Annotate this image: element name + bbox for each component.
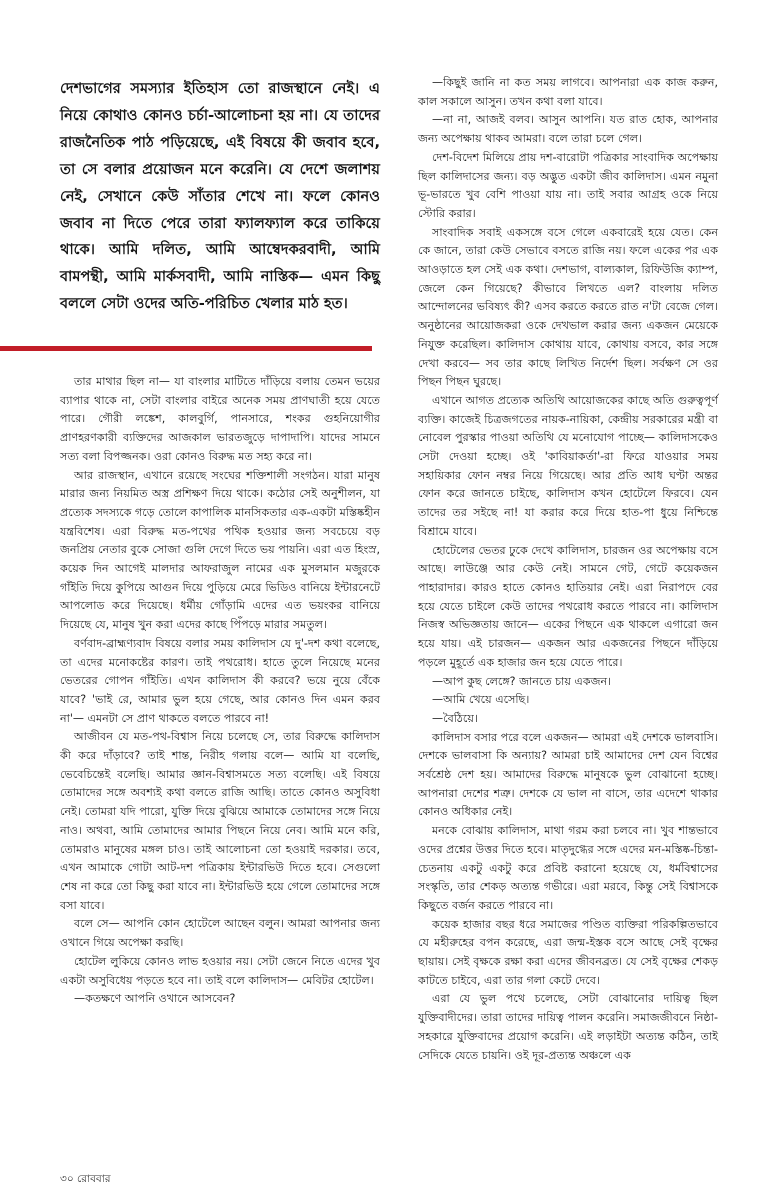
paragraph: কয়েক হাজার বছর ধরে সমাজের পণ্ডিত ব্যক্তিরা পরিকল্পিতভাবে যে মহীরুহের বপন করেছে, এরা জন্ম-ইস্তক বসে আছে সেই বৃক্ষের ছায়ায়। সেই বৃক্ষকে রক্ষা করা এদের জীবনব্রত। যে সেই বৃক্ষের শেকড় কাটতে চাইবে, এরা তার গলা কেটে দেবে। [418,917,718,987]
paragraph: হোটেল লুকিয়ে কোনও লাভ হওয়ার নয়। সেটা জেনে নিতে এদের খুব একটা অসুবিধেয় পড়তে হবে না। তাই বলে কালিদাস— মেবিটর হোটেল। [60,954,380,987]
paragraph: সাংবাদিক সবাই একসঙ্গে বসে গেলে একবারেই হয়ে যেত। কেন কে জানে, তারা কেউ সেভাবে বসতে রাজি নয়। ফলে একের পর এক আওড়াতে হল সেই এক কথা। দেশভাগ, বাল্যকাল, রিফিউজি ক্যাম্প, জেলে কেন গিয়েছে? কীভাবে লিখতে এল? বাংলায় দলিত আন্দোলনের ভবিষ্যৎ কী? এসব করতে করতে রাত ন'টা বেজে গেল। অনুষ্ঠানের আয়োজকরা ওকে দেখভাল করার জন্য একজন মেয়েকে নিযুক্ত করেছিল। কালিদাস কোথায় যাবে, কোথায় বসবে, কার সঙ্গে দেখা করবে— সব তার কাছে লিখিত নির্দেশ ছিল। সর্বক্ষণ সে ওর পিছন পিছন ঘুরছে। [418,225,718,389]
paragraph: এখানে আগত প্রত্যেক অতিথি আয়োজকের কাছে অতি গুরুত্বপূর্ণ ব্যক্তি। কাজেই চিত্রজগতের নায়ক-নায়িকা, কেন্দ্রীয় সরকারের মন্ত্রী বা নোবেল পুরস্কার পাওয়া অতিথি যে মনোযোগ পাচ্ছে— কালিদাসকেও সেটা দেওয়া হচ্ছে। ওই 'কাবিয়াকর্তা'-রা ফিরে যাওয়ার সময় সহায়িকার ফোন নম্বর নিয়ে গিয়েছে। আর প্রতি আধ ঘণ্টা অন্তর ফোন করে জানতে চাইছে, কালিদাস কখন হোটেলে ফিরবে। যেন তাদের তর সইছে না! যা করার করে দিয়ে হাত-পা ধুয়ে নিশ্চিন্তে বিশ্রামে যাবে। [418,393,718,538]
paragraph: বলে সে— আপনি কোন হোটেলে আছেন বলুন। আমরা আপনার জন্য ওখানে গিয়ে অপেক্ষা করছি। [60,917,380,950]
paragraph: তার মাথার ছিল না— যা বাংলার মাটিতে দাঁড়িয়ে বলায় তেমন ভয়ের ব্যাপার থাকে না, সেটা বাংলার বাইরে অনেক সময় প্রাণঘাতী হয়ে যেতে পারে। গৌরী লঙ্কেশ, কালবুর্গি, পানসারে, শংকর গুহনিয়োগীর প্রাণহরণকারী ব্যক্তিদের আজকাল ভারতজুড়ে দাপাদাপি। যাদের সামনে সত্য বলা বিপজ্জনক। ওরা কোনও বিরুদ্ধ মত সহ্য করে না। [60,375,380,463]
paragraph: আর রাজস্থান, এখানে রয়েছে সংঘের শক্তিশালী সংগঠন। যারা মানুষ মারার জন্য নিয়মিত অস্ত্র প্রশিক্ষণ দিয়ে থাকে। কঠোর সেই অনুশীলন, যা প্রত্যেক সদস্যকে গড়ে তোলে কাপালিক মানসিকতার এক-একটা মস্তিষ্কহীন যন্ত্রবিশেষ। এরা বিরুদ্ধ মত-পথের পথিক হওয়ার জন্য সবচেয়ে বড় জনপ্রিয় নেতার বুকে সোজা গুলি দেগে দিতে ভয় পায়নি। এরা এত হিংস্র, কয়েক দিন আগেই মালদার আফরাজুল নামের এক মুসলমান মজুরকে গাঁইতি দিয়ে কুপিয়ে আগুন দিয়ে পুড়িয়ে মেরে ভিডিও বানিয়ে ইন্টারনেটে আপলোড করে দিয়েছে। ধর্মীয় গোঁড়ামি এদের এত ভয়ংকর বানিয়ে দিয়েছে যে, মানুষ খুন করা এদের কাছে পিঁপড়ে মারার সমতুল। [60,468,380,632]
paragraph: মনকে বোঝায় কালিদাস, মাথা গরম করা চলবে না। খুব শান্তভাবে ওদের প্রশ্নের উত্তর দিতে হবে। মাতৃদুগ্ধের সঙ্গে এদের মন-মস্তিষ্ক-চিন্তা-চেতনায় একটু একটু করে প্রবিষ্ট করানো হয়েছে যে, ধর্মবিশ্বাসের সংস্কৃতি, তার শেকড় অত্যন্ত গভীরে। এরা মরবে, কিন্তু সেই বিশ্বাসকে কিছুতে বর্জন করতে পারবে না। [418,824,718,912]
paragraph: —বৈঠিয়ে। [432,711,478,725]
paragraph: দেশ-বিদেশ মিলিয়ে প্রায় দশ-বারোটা পত্রিকার সাংবাদিক অপেক্ষায় ছিল কালিদাসের জন্য। বড় অদ্ভুত একটা জীব কালিদাস। এমন নমুনা ভূ-ভারতে খুব বেশি পাওয়া যায় না। তাই সবার আগ্রহ ওকে নিয়ে স্টোরি করার। [418,150,718,220]
paragraph: বর্ণবাদ-ব্রাহ্মণ্যবাদ বিষয়ে বলার সময় কালিদাস যে দু'-দশ কথা বলেছে, তা এদের মনোকষ্টের কারণ। তাই পথরোধ। হাতে তুলে নিয়েছে মনের ভেতরের গোপন গাঁইতি। এখন কালিদাস কী করবে? ভয়ে নুয়ে বেঁকে যাবে? 'ভাই রে, আমার ভুল হয়ে গেছে, আর কোনও দিন এমন করব না'— এমনটা সে প্রাণ থাকতে বলতে পারবে না! [60,636,380,725]
left-column [60,373,380,1009]
paragraph: —আমি খেয়ে এসেছি। [432,693,530,707]
paragraph: কালিদাস বসার পরে বলে একজন— আমরা এই দেশকে ভালবাসি। দেশকে ভালবাসা কি অন্যায়? আমরা চাই আমাদের দেশ যেন বিশ্বের সর্বশ্রেষ্ঠ দেশ হয়। আমাদের বিরুদ্ধে মানুষকে ভুল বোঝানো হচ্ছে। আপনারা দেশের শত্রু। দেশকে যে ভাল না বাসে, তার এদেশে থাকার কোনও অধিকার নেই। [418,730,719,819]
paragraph: —কিছুই জানি না কত সময় লাগবে। আপনারা এক কাজ করুন, কাল সকালে আসুন। তখন কথা বলা যাবে। [418,76,718,108]
paragraph: —না না, আজই বলব। আসুন আপনি। যত রাত হোক, আপনার জন্য অপেক্ষায় থাকব আমরা। বলে তারা চলে গেল। [418,113,718,146]
paragraph: —আপ কুছ লেঙ্গে? জানতে চায় একজন। [432,674,612,688]
page-footer: ৩০ রোববার [60,1173,111,1185]
paragraph: হোটেলের ভেতর ঢুকে দেখে কালিদাস, চারজন ওর অপেক্ষায় বসে আছে। লাউঞ্জে আর কেউ নেই। সামনে গেট, গেটে কয়েকজন পাহারাদার। কারও হাতে কোনও হাতিয়ার নেই। এরা নিরাপদে বের হয়ে যেতে চাইলে কেউ তাদের পথরোধ করতে পারবে না। কালিদাস নিজস্ব অভিজ্ঞতায় জানে— একের পিছনে এক থাকলে এগারো জন হয়ে যায়। এই চারজন— একজন আর একজনের পিছনে দাঁড়িয়ে পড়লে মুহূর্তে এক হাজার জন হয়ে যেতে পারে। [418,543,718,669]
pullquote: দেশভাগের সমস্যার ইতিহাস তো রাজস্থানে নেই। এ নিয়ে কোথাও কোনও চর্চা-আলোচনা হয় না। যে তাদের রাজনৈতিক পাঠ পড়িয়েছে, এই বিষয়ে কী জবাব হবে, তা সে বলার প্রয়োজন মনে করেনি। যে দেশে জলাশয় নেই, সেখানে কেউ সাঁতার শেখে না। ফলে কোনও জবাব না দিতে পেরে তারা ফ্যালফ্যাল করে তাকিয়ে থাকে। আমি দলিত, আমি আম্বেদকরবাদী, আমি বামপন্থী, আমি মার্কসবাদী, আমি নাস্তিক— এমন কিছু বললে সেটা ওদের অতি-পরিচিত খেলার মাঠ হত। [60,80,380,313]
paragraph: আজীবন যে মত-পথ-বিশ্বাস নিয়ে চলেছে সে, তার বিরুদ্ধে কালিদাস কী করে দাঁড়াবে? তাই শান্ত, নিরীহ গলায় বলে— আমি যা বলেছি, ভেবেচিন্তেই বলেছি। আমার জ্ঞান-বিশ্বাসমতে সত্য বলেছি। এই বিষয়ে তোমাদের সঙ্গে অবশ্যই কথা বলতে রাজি আছি। তাতে কোনও অসুবিধা নেই। তোমরা যদি পারো, যুক্তি দিয়ে বুঝিয়ে আমাকে তোমাদের সঙ্গে নিয়ে নাও। অথবা, আমি তোমাদের আমার পিছনে নিয়ে নেব। আমি মনে করি, তোমরাও মানুষের মঙ্গল চাও। তাই আলোচনা তো হওয়াই দরকার। তবে, এখন আমাকে গোটা আট-দশ পত্রিকায় ইন্টারভিউ দিতে হবে। সেগুলো শেষ না করে তো কিছু করা যাবে না। ইন্টারভিউ হয়ে গেলে তোমাদের সঙ্গে বসা যাবে। [60,730,380,912]
pullquote-block [60,76,380,318]
red-divider [0,346,372,351]
paragraph: —কতক্ষণে আপনি ওখানে আসবেন? [74,992,236,1006]
right-column [418,74,718,1065]
paragraph: এরা যে ভুল পথে চলেছে, সেটা বোঝানোর দায়িত্ব ছিল যুক্তিবাদীদের। তারা তাদের দায়িত্ব পালন করেনি। সমাজজীবনে নিষ্ঠা-সহকারে যুক্তিবাদের প্রয়োগ করেনি। এই লড়াইটা অত্যন্ত কঠিন, তাই সেদিকে যেতে চায়নি। ওই দূর-প্রত্যন্ত অঞ্চলে এক [418,992,718,1062]
